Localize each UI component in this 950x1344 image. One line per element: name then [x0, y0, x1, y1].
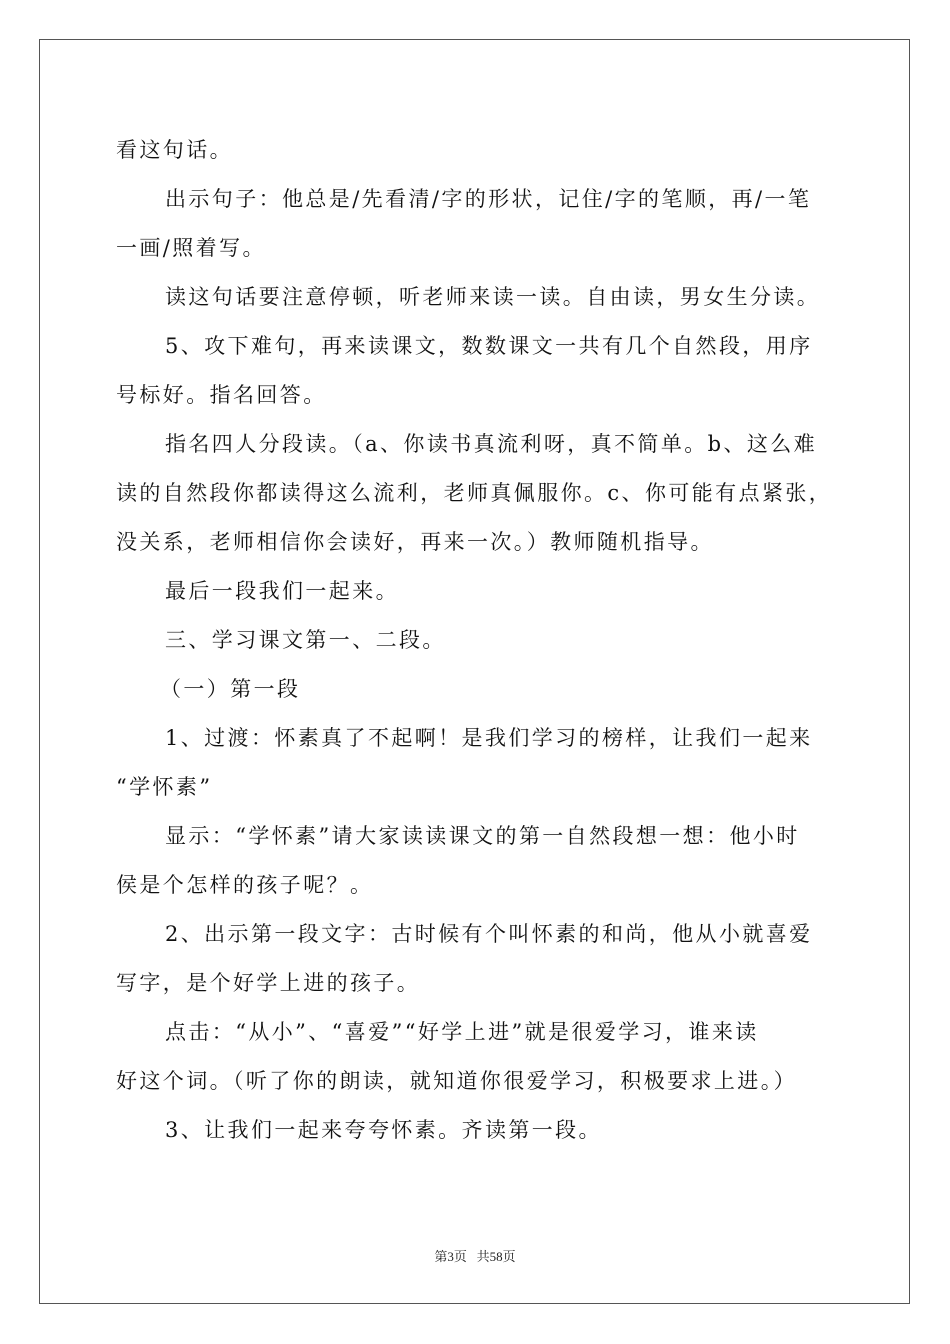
- text-line: 点击：“从小”、“喜爱”“好学上进”就是很爱学习，谁来读: [165, 1020, 759, 1044]
- text-line: 读的自然段你都读得这么流利，老师真佩服你。c、你可能有点紧张，: [116, 481, 833, 505]
- text-line: 一画/照着写。: [116, 236, 266, 260]
- text-line: 5、攻下难句，再来读课文，数数课文一共有几个自然段，用序: [165, 334, 813, 358]
- page-footer: [0, 1246, 950, 1265]
- text-line: 最后一段我们一起来。: [165, 579, 399, 603]
- section-heading: （一）第一段: [160, 677, 301, 701]
- text-line: “学怀素”: [116, 775, 213, 799]
- text-line: 显示：“学怀素”请大家读读课文的第一自然段想一想：他小时: [165, 824, 800, 848]
- text-line: 出示句子：他总是/先看清/字的形状，记住/字的笔顺，再/一笔: [165, 187, 812, 211]
- text-line: 三、学习课文第一、二段。: [165, 628, 446, 652]
- text-line: 指名四人分段读。（a、你读书真流利呀，真不简单。b、这么难: [165, 432, 818, 456]
- document-body: [116, 126, 836, 1155]
- text-line: 号标好。指名回答。: [116, 383, 327, 407]
- text-line: 侯是个怎样的孩子呢？。: [116, 873, 374, 897]
- text-line: 看这句话。: [116, 138, 233, 162]
- text-line: 没关系，老师相信你会读好，再来一次。）教师随机指导。: [116, 530, 714, 554]
- page-number: 第3页: [434, 1249, 467, 1264]
- text-line: 3、让我们一起来夸夸怀素。齐读第一段。: [165, 1118, 602, 1142]
- page-total: 共58页: [476, 1249, 516, 1264]
- text-line: 写字，是个好学上进的孩子。: [116, 971, 421, 995]
- text-line: 2、出示第一段文字：古时候有个叫怀素的和尚，他从小就喜爱: [165, 922, 813, 946]
- text-line: 读这句话要注意停顿，听老师来读一读。自由读，男女生分读。: [165, 285, 821, 309]
- text-line: 1、过渡：怀素真了不起啊！是我们学习的榜样，让我们一起来: [165, 726, 813, 750]
- text-line: 好这个词。（听了你的朗读，就知道你很爱学习，积极要求上进。）: [116, 1069, 797, 1093]
